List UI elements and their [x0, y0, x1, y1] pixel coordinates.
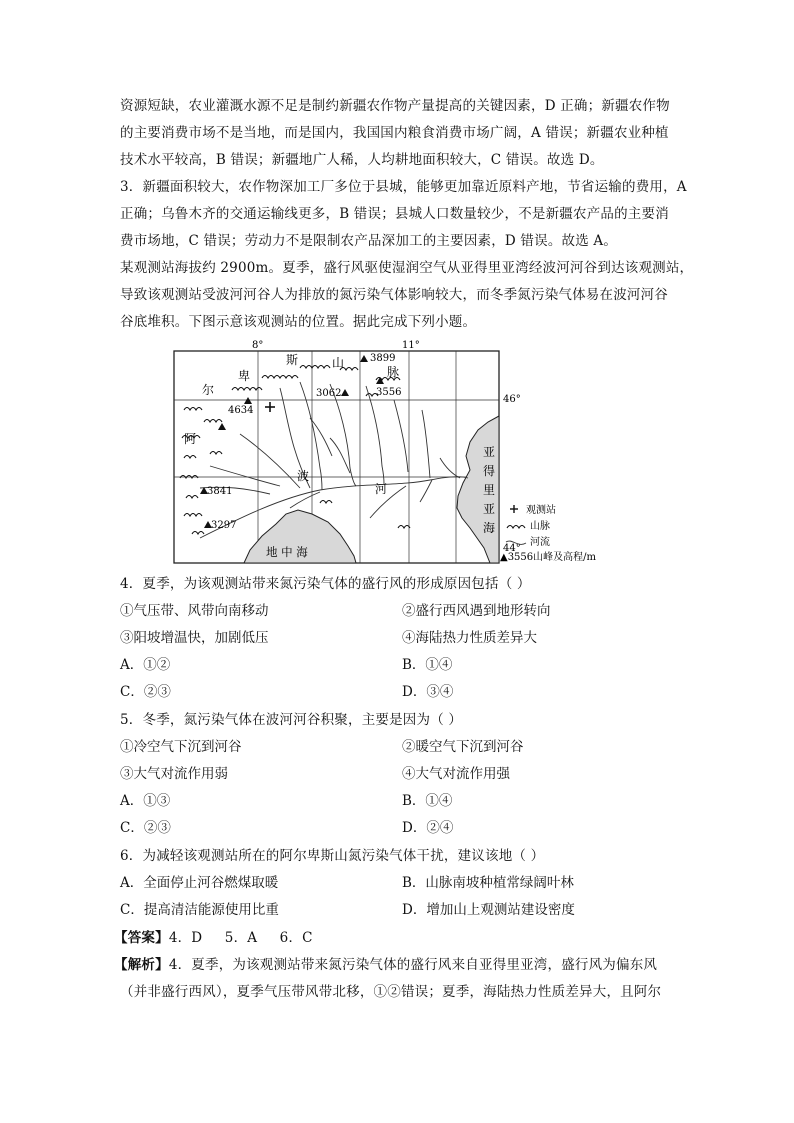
q3-line-3: 费市场地，C 错误；劳动力不是限制农产品深加工的主要因素，D 错误。故选 A。 [120, 233, 618, 249]
alps-map-figure [170, 338, 640, 570]
legend-peak: ▲3556山峰及高程/m [500, 552, 596, 563]
q6-choice-a[interactable]: A．全面停止河谷燃煤取暖 [120, 875, 279, 891]
peak-3841: 3841 [207, 486, 233, 497]
q4-choice-b[interactable]: B．①④ [402, 657, 453, 673]
legend-mountain: 山脉 [530, 521, 550, 532]
q4-item-2: ②盛行西风遇到地形转向 [402, 603, 551, 619]
river-char-bo: 波 [297, 469, 310, 483]
q3-line-2: 正确；乌鲁木齐的交通运输线更多，B 错误；县城人口数量较少，不是新疆农产品的主要消 [120, 206, 669, 222]
q4-item-3: ③阳坡增温快，加剧低压 [120, 630, 269, 646]
q5-choice-a[interactable]: A．①③ [120, 793, 171, 809]
q4-item-4: ④海陆热力性质差异大 [402, 630, 537, 646]
peak-3297: 3297 [211, 520, 237, 531]
river-char-he: 河 [375, 482, 388, 496]
analysis-line-1 [114, 955, 657, 975]
q5-item-4: ④大气对流作用强 [402, 766, 510, 782]
sea-char-5: 海 [483, 521, 496, 535]
q5-stem: 5．冬季，氮污染气体在波河河谷积聚，主要是因为（ ） [120, 712, 463, 728]
answer-line [114, 928, 313, 948]
intro-line-3: 技术水平较高，B 错误；新疆地广人稀，人均耕地面积较大，C 错误。故选 D。 [120, 152, 604, 168]
q4-choice-a[interactable]: A．①② [120, 657, 171, 673]
legend-station: 观测站 [526, 505, 556, 516]
analysis-label: 【解析】 [114, 957, 169, 973]
sea-char-2: 得 [483, 464, 496, 478]
lat-label-46: 46° [503, 394, 521, 405]
mtn-char-si: 斯 [286, 353, 299, 367]
q4-item-1: ①气压带、风带向南移动 [120, 603, 269, 619]
answer-label: 【答案】 [114, 930, 169, 946]
peak-4634: 4634 [228, 405, 254, 416]
sea-char-4: 亚 [483, 502, 496, 516]
intro-line-2: 的主要消费市场不是当地，而是国内，我国国内粮食消费市场广阔，A 错误；新疆农业种植 [120, 125, 669, 141]
mtn-char-bei: 卑 [238, 369, 251, 383]
intro-line-1: 资源短缺，农业灌溉水源不足是制约新疆农作物产量提高的关键因素，D 正确；新疆农作物 [120, 98, 670, 114]
mtn-char-mai: 脉 [387, 365, 400, 379]
q5-choice-c[interactable]: C．②③ [120, 820, 171, 836]
q4-stem: 4．夏季，为该观测站带来氮污染气体的盛行风的形成原因包括（ ） [120, 576, 531, 592]
q3-line-1: 3．新疆面积较大，农作物深加工厂多位于县城，能够更加靠近原料产地，节省运输的费用，A [120, 179, 687, 195]
mtn-char-er: 尔 [202, 383, 215, 397]
answer-text: 4．D 5．A 6．C [168, 930, 313, 946]
q6-choice-d[interactable]: D．增加山上观测站建设密度 [402, 902, 575, 918]
q6-stem: 6．为减轻该观测站所在的阿尔卑斯山氮污染气体干扰，建议该地（ ） [120, 848, 545, 864]
legend-mountain-symbol [507, 526, 525, 529]
context-line-2: 导致该观测站受波河河谷人为排放的氮污染气体影响较大，而冬季氮污染气体易在波河河谷 [120, 287, 668, 303]
lat-label-44: 44° [503, 543, 521, 554]
lon-label-11: 11° [402, 340, 420, 351]
sea-char-1: 亚 [483, 445, 496, 459]
q5-item-3: ③大气对流作用弱 [120, 766, 228, 782]
context-line-1: 某观测站海拔约 2900m。夏季，盛行风驱使湿润空气从亚得里亚湾经波河河谷到达该观测站， [120, 260, 694, 276]
context-line-3: 谷底堆积。下图示意该观测站的位置。据此完成下列小题。 [120, 314, 477, 330]
peak-3062: 3062 [316, 388, 342, 399]
lon-label-8: 8° [252, 340, 264, 351]
map-legend [500, 503, 597, 563]
peak-3556: 3556 [376, 387, 402, 398]
mtn-char-a: 阿 [184, 432, 197, 446]
q6-choice-b[interactable]: B．山脉南坡种植常绿阔叶林 [402, 875, 574, 891]
mediterranean-label: 地 中 海 [266, 545, 308, 559]
q6-choice-c[interactable]: C．提高清洁能源使用比重 [120, 902, 279, 918]
q4-choice-c[interactable]: C．②③ [120, 684, 171, 700]
q5-choice-d[interactable]: D．②④ [402, 820, 454, 836]
q4-choice-d[interactable]: D．③④ [402, 684, 454, 700]
q5-item-1: ①冷空气下沉到河谷 [120, 739, 242, 755]
mtn-char-shan: 山 [332, 356, 345, 370]
q5-item-2: ②暖空气下沉到河谷 [402, 739, 524, 755]
sea-char-3: 里 [483, 483, 496, 497]
peak-3899: 3899 [370, 353, 396, 364]
legend-river: 河流 [530, 537, 550, 548]
q5-choice-b[interactable]: B．①④ [402, 793, 453, 809]
observation-station-marker [265, 402, 275, 412]
analysis-line-2: （并非盛行西风），夏季气压带风带北移，①②错误；夏季，海陆热力性质差异大，且阿尔 [120, 984, 662, 1000]
analysis-text-1: 4．夏季，为该观测站带来氮污染气体的盛行风来自亚得里亚湾，盛行风为偏东风 [168, 957, 658, 973]
